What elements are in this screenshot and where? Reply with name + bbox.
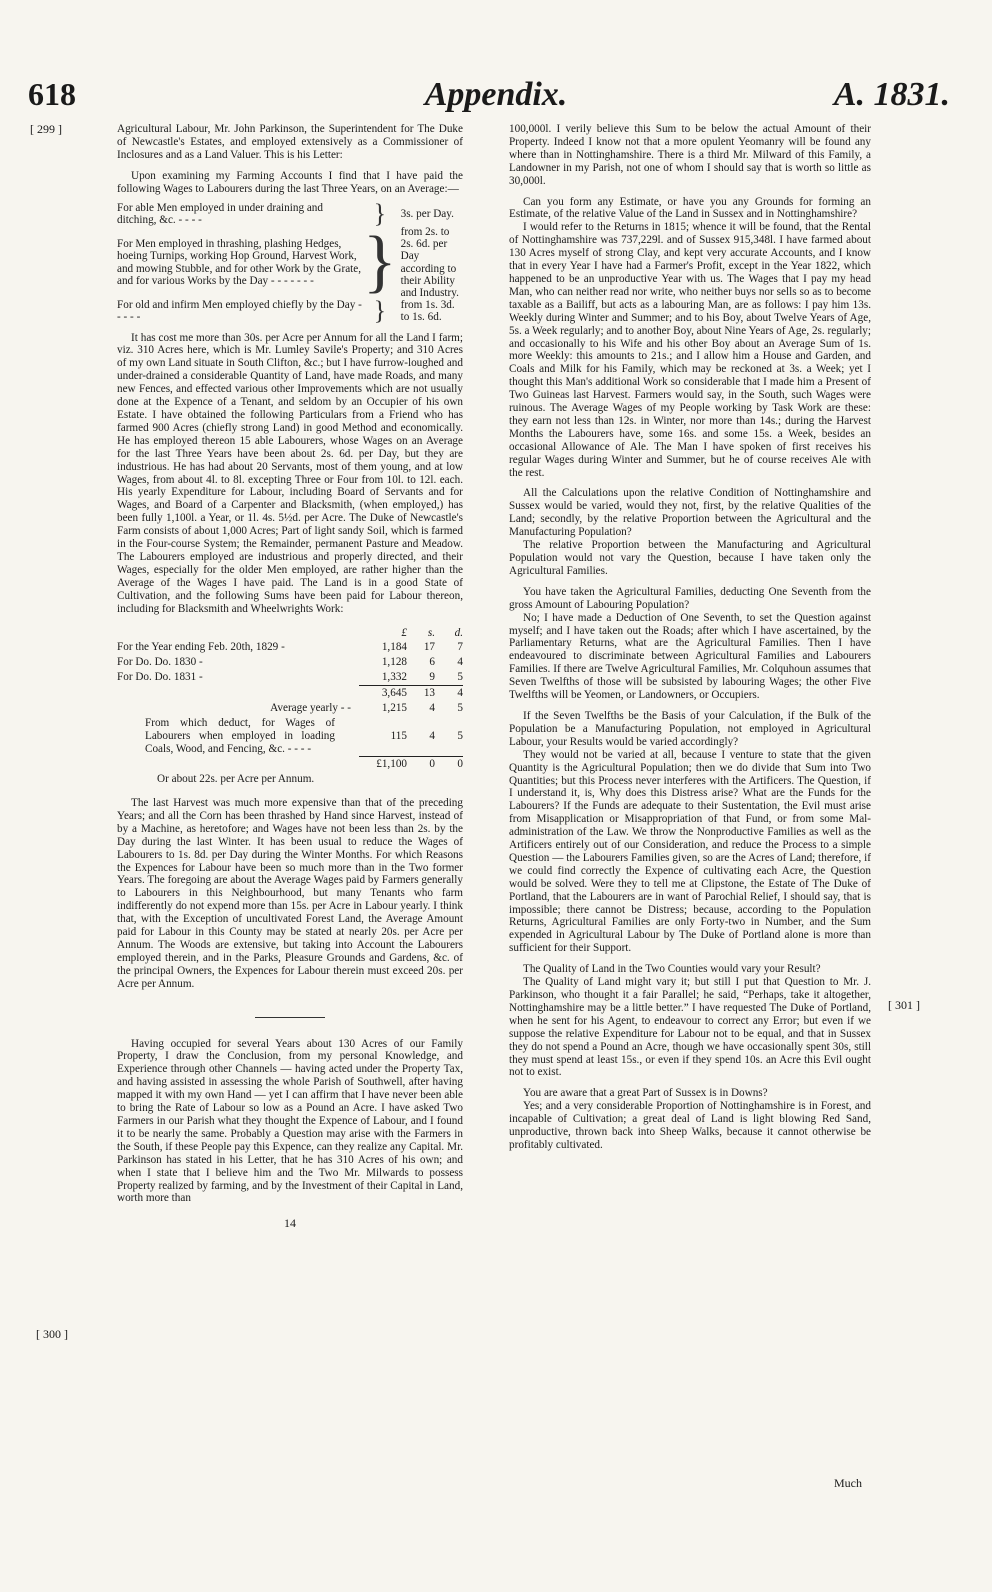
harvest-paragraph: The last Harvest was much more expensive than that of the preceding Years; and all the Corn has been thrashed by Hand since Harvest, instead of by a Machine, as heretofore; and Wages have not been less than 2s. by the Day during the last Winter. It has been usual to reduce the Wages of Labourers to 1s. 8d. per Day during the Winter Months. For which Reasons the Expences for Labour have been so much more than in the Two former Years. The foregoing are about the Average Wages paid by Farmers generally to Labourers in this Neighbourhood, but many Tenants who farm indifferently do not expend more than 15s. per Acre in Labour yearly. I think that, with the Exception of uncultivated Forest Land, the Average Amount paid for Labour in this County may be stated at nearly 20s. per Acre per Annum. The Woods are extensive, but taking into Account the Labourers employed therein, and in the Parks, Pleasure Grounds and Gardens, &c. of the principal Owners, the Expences for Labour therein must exceed 20s. per Acre per Annum. (117, 796, 463, 990)
wages-table (117, 198, 463, 326)
shillings-header: s. (427, 626, 435, 639)
page-year: A. 1831. (833, 76, 950, 113)
answer-paragraph: They would not be varied at all, because I venture to state that the given Quantity is the Agricultural Population; then we do divide that Sum into Two Quantities; but this Process never interferes with the Artificers. The Question, if I understand it, is, Why does this Distress arise? What are the Funds for the Labourers? If the Funds are adequate to their Sustentation, the Evil must arise from Misapplication or Misappropriation of that Fund, or from some Mal-administration of the Law. We throw the Nonproductive Families as well as the Artificers entirely out of our Consideration, and reduce the Process to a simple Question — the Labourers Families given, so are the Acres of Land; therefore, if we could find correctly the Expence of cultivating each Acre, the Question would be solved. Were they to tell me at Clipstone, the Estate of The Duke of Portland, that the Labourers are in want of Parochial Relief, I should say, that is impossible; there cannot be Distress; because, according to the Population Returns, Agricultural Families are only Forty-two in Number, and the Sum expended in Agricultural Labour by The Duke of Portland alone is more than sufficient for their Support. (509, 748, 871, 955)
answer-paragraph: The relative Proportion between the Manufacturing and Agricultural Population would not vary the Question, because I have taken only the Agricultural Families. (509, 539, 871, 577)
question-paragraph: The Quality of Land in the Two Counties would vary your Result? (523, 963, 821, 976)
sums-shillings: 9 (429, 671, 435, 684)
sums-about-row (117, 772, 463, 787)
sums-shillings: 17 (423, 641, 435, 654)
pence-header: d. (454, 626, 463, 639)
question-paragraph: You are aware that a great Part of Sussex is in Downs? (523, 1087, 768, 1100)
deduct-pence: 5 (457, 729, 463, 742)
sums-row (117, 640, 463, 655)
wage-label: For able Men employed in under draining and ditching, &c. - - - - (117, 201, 323, 226)
brace: } (373, 296, 387, 326)
page-title: Appendix. (424, 76, 568, 113)
sums-average-row (117, 701, 463, 716)
final-pence: 0 (435, 757, 463, 772)
labour-sums-table (117, 626, 463, 787)
question-paragraph: Can you form any Estimate, or have you any Grounds for forming an Estimate, of the relative Value of the Land in Sussex and in Nottinghamshire? (509, 195, 871, 221)
section-divider (255, 1017, 325, 1018)
final-pounds: £1,100 (359, 757, 407, 772)
wage-row (117, 226, 463, 299)
sums-label: For Do. Do. 1830 - (117, 656, 203, 669)
signature-mark: 14 (284, 1216, 296, 1231)
answer-paragraph: I would refer to the Returns in 1815; whence it will be found, that the Rental of Nottinghamshire was 737,229l. and of Sussex 915,348l. I have farmed about 130 Acres myself of strong Clay, and kept very accurate Accounts, and I know that in every Year I have had a Farmer's Profit, except in the Year 1822, which happened to be an unproductive Year with us. The Wages that I pay my head Man, who can neither read nor write, who neither buys nor sells so as to become taxable as a Bailiff, but acts as a labouring Man, are as follows: I pay him 13s. Weekly during Winter and Summer; and to his Boy, about Twelve Years of Age, 5s. a Week regularly; and to another Boy, about Nine Years of Age, 2s. regularly; and occasionally to his Wife and his other Boy about an Average Sum of 1s. more Weekly: this amounts to 21s.; and I allow him a House and Garden, and Coals and Milk for his Family, which may be reckoned at 3s. a Week; yet I thought this Man's additional Work so considerable that I made him a Present of Two Guineas last Harvest. Farmers would say, in the South, such Wages were ruinous. The Average Wages of my People working by Task Work are these: they earn not less than 12s. in Winter, nor more than 14s.; during the Harvest Months the Labourers have, some 16s. and some 15s. a Week, besides an occasional Allowance of Ale. The Man I have spoken of first receives his regular Wages during Winter and Summer, but he of course receives Ale with the rest. (509, 221, 871, 479)
question-paragraph: All the Calculations upon the relative Condition of Nottinghamshire and Sussex would be varied, would they not, first, by the relative Qualities of the Land; secondly, by the relative Proportion between the Agricultural and the Manufacturing Population? (509, 487, 871, 539)
right-column (509, 123, 871, 1152)
total-shillings: 13 (407, 686, 435, 701)
total-pence: 4 (435, 686, 463, 701)
deduct-label: From which deduct, for Wages of Labourers when employed in loading Coals, Wood, and Fencing, &c. - - - - (145, 716, 335, 755)
sums-pence: 7 (457, 641, 463, 654)
wage-row (117, 202, 463, 226)
sums-pounds: 1,184 (381, 641, 407, 654)
sums-pence: 4 (457, 656, 463, 669)
wage-rate: 3s. per Day. (400, 207, 454, 220)
accounts-paragraph: Upon examining my Farming Accounts I find that I have paid the following Wages to Labourers during the last Three Years, on an Average:— (117, 169, 463, 195)
margin-note-300: [ 300 ] (36, 1327, 68, 1341)
wage-rate: from 1s. 3d. to 1s. 6d. (400, 299, 455, 324)
question-paragraph: If the Seven Twelfths be the Basis of your Calculation, if the Bulk of the Population be a Manufacturing Population, not employed in Agricultural Labour, your Results would be varied accordingly? (509, 709, 871, 748)
total-pounds: 3,645 (359, 686, 407, 701)
sums-pounds: 1,332 (381, 671, 407, 684)
pounds-header: £ (401, 626, 407, 639)
answer-paragraph: Yes; and a very considerable Proportion of Nottinghamshire is in Forest, and incapable of Cultivation; a great deal of Land is light blowing Red Sand, unproductive, thrown back into Sheep Walks, because it cannot otherwise be profitably cultivated. (509, 1100, 871, 1151)
brace: } (373, 198, 387, 228)
sums-total-row (117, 686, 463, 701)
answer-paragraph: The Quality of Land might vary it; but still I put that Question to Mr. J. Parkinson, who thought it a fair Parallel; he said, “Perhaps, take it altogether, Nottinghamshire may be a little better.” I have requested The Duke of Portland, when he sent for his Agent, to endeavour to correct any Error; but even if we suppose the relative Expenditure for Labour not to be equal, and that in Sussex they do not spend a Pound an Acre, though we have occasionally spent 30s, still they must spend at least 15s., or even if they spend 10s. an Acre this Evil ought not to exist. (509, 976, 871, 1079)
average-shillings: 4 (429, 702, 435, 715)
cost-paragraph: It has cost me more than 30s. per Acre per Annum for all the Land I farm; viz. 310 Acres here, which is Mr. Lumley Savile's Property; and 310 Acres of my own Land situate in South Clifton, &c.; but I have furrow-loughed and under-drained a considerable Quantity of Land, have made Roads, and many new Fences, and effected various other Improvements which are not usually done at the Expence of a Tenant, and seldom by an Occupier of his own Estate. I have obtained the following Particulars from a Friend who has farmed 900 Acres (chiefly strong Land) in good Method and economically. He has employed thereon 15 able Labourers, whose Wages on an Average for the last Three Years have been about 2s. 6d. per Day, but they are industrious. He has had about 20 Servants, most of them young, and at low Wages, from about 4l. to 8l. excepting Three or Four from 10l. to 12l. each. His yearly Expenditure for Labour, including Board of Servants and for Wages, and Board of a Carpenter and Blacksmith, (when employed,) has been fully 1,100l. a Year, or 1l. 4s. 5½d. per Acre. The Duke of Newcastle's Farm consists of about 1,000 Acres; Part of light sandy Soil, which is farmed in the Four-course System; the Remainder, permanent Pasture and Meadow. The Labourers employed are industrious and properly directed, and their Wages, especially for the older Men employed, are rather higher than the Average of the Wages I have paid. The Land is in a good State of Cultivation, and the following Sums have been paid for Labour thereon, including for Blacksmith and Wheelwrights Work: (117, 331, 463, 615)
sums-label: For the Year ending Feb. 20th, 1829 - (117, 641, 285, 654)
sums-shillings: 6 (429, 656, 435, 669)
answer-paragraph: No; I have made a Deduction of One Seventh, to set the Question against myself; and I have taken out the Roads; after which I have ascertained, by the Parliamentary Returns, what are the Agricultural Families. Then I have endeavoured to discriminate between Agricultural Families and Labourers Families. If there are Twelve Agricultural Families, Mr. Colquhoun assumes that Seven Twelfths of those will be subsisted by labouring Wages; the other Five Twelfths will be Yeomen, or Landowners, or Occupiers. (509, 611, 871, 702)
sums-header-row (117, 626, 463, 641)
deduct-pounds: 115 (390, 729, 407, 742)
answer-paragraph: 100,000l. I verily believe this Sum to be below the actual Amount of their Property. Indeed I know not that a more opulent Yeomanry will be found any where than in Nottinghamshire. There is a third Mr. Milward of this Family, a Landowner in my Parish, not one of whom I should say that is worth so little as 30,000l. (509, 123, 871, 187)
sums-deduct-row (117, 716, 463, 757)
deduct-shillings: 4 (429, 729, 435, 742)
sums-row (117, 655, 463, 670)
sums-row (117, 670, 463, 685)
final-shillings: 0 (407, 757, 435, 772)
question-paragraph: You have taken the Agricultural Families, deducting One Seventh from the gross Amount of Labouring Population? (509, 585, 871, 611)
page-number: 618 (28, 76, 76, 112)
sums-label: For Do. Do. 1831 - (117, 671, 203, 684)
family-property-paragraph: Having occupied for several Years about 130 Acres of our Family Property, I draw the Conclusion, from my personal Knowledge, and Experience through other Channels — having acted under the Property Tax, and having assisted in assessing the whole Parish of Southwell, after having mapped it with my own Hand — yet I can affirm that I have never been able to bring the Rate of Labour so low as a Pound an Acre. I have asked Two Farmers in our Parish what they thought the Expence of Labour, and I found it to be nearly the same. Probably a Question may arise with the Farmers in the South, if these People pay this Expence, can they realize any Capital. Mr. Parkinson has stated in his Letter, that he has 310 Acres of his own; and when I state that I believe him and the Two Mr. Milwards to possess Property realized by farming, and by the Investment of their Capital in Land, worth more than (117, 1037, 463, 1205)
wage-label: For old and infirm Men employed chiefly by the Day - - - - - (117, 299, 362, 324)
page-header (0, 0, 992, 113)
about-per-acre: Or about 22s. per Acre per Annum. (157, 773, 315, 786)
wage-row (117, 299, 463, 323)
wage-rate: from 2s. to 2s. 6d. per Day according to their Ability and Industry. (400, 225, 459, 299)
average-pence: 5 (457, 702, 463, 715)
sums-pounds: 1,128 (381, 656, 407, 669)
sums-pence: 5 (457, 671, 463, 684)
average-pounds: 1,215 (381, 702, 407, 715)
average-label: Average yearly - - (270, 702, 351, 715)
catchword: Much (834, 1476, 862, 1490)
sums-final-row (117, 757, 463, 772)
intro-paragraph: Agricultural Labour, Mr. John Parkinson, the Superintendent for The Duke of Newcastle's Estates, and employed extensively as a Commissioner of Inclosures and as a Land Valuer. This is his Letter: (117, 123, 463, 161)
left-column (117, 123, 463, 1230)
margin-note-301: [ 301 ] (888, 998, 920, 1012)
brace: } (363, 223, 397, 301)
margin-note-299: [ 299 ] (30, 122, 62, 136)
wage-label: For Men employed in thrashing, plashing Hedges, hoeing Turnips, working Hop Ground, Harvest Work, and mowing Stubble, and for other Work by the Grate, and for various Works by the Day - - - - - - - (117, 238, 362, 287)
